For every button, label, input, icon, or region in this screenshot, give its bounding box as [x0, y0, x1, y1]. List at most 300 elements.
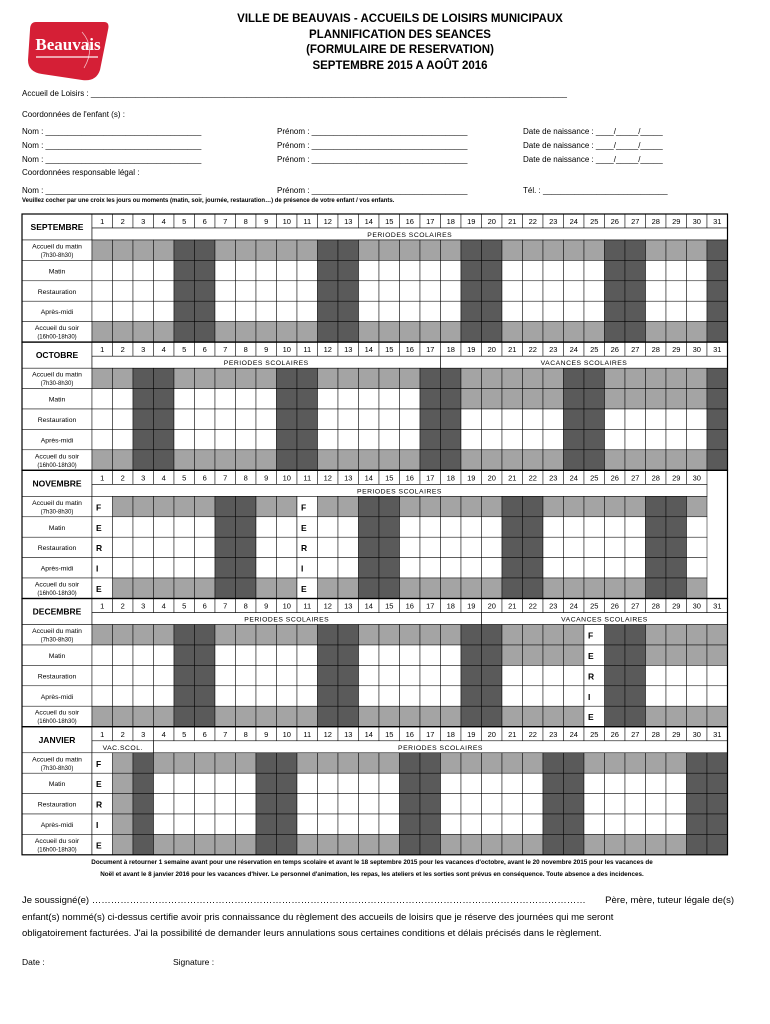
reservation-cell[interactable] — [646, 665, 667, 685]
reservation-cell[interactable] — [400, 773, 421, 793]
reservation-cell[interactable] — [646, 322, 667, 342]
reservation-cell[interactable] — [441, 301, 462, 321]
reservation-cell[interactable] — [543, 665, 564, 685]
reservation-cell[interactable] — [584, 429, 605, 449]
reservation-cell[interactable] — [687, 753, 708, 773]
reservation-cell[interactable] — [605, 240, 626, 260]
reservation-cell[interactable] — [318, 794, 339, 814]
reservation-cell[interactable] — [133, 814, 154, 834]
reservation-cell[interactable] — [461, 773, 482, 793]
reservation-cell[interactable] — [215, 496, 236, 516]
child-prenom-field-2[interactable]: Prénom : ___________________________________ — [277, 141, 468, 150]
reservation-cell[interactable] — [461, 794, 482, 814]
reservation-cell[interactable] — [605, 706, 626, 726]
reservation-cell[interactable] — [338, 537, 359, 557]
reservation-cell[interactable] — [174, 686, 195, 706]
reservation-cell[interactable] — [256, 625, 277, 645]
reservation-cell[interactable] — [543, 260, 564, 280]
reservation-cell[interactable] — [174, 625, 195, 645]
reservation-cell[interactable] — [215, 645, 236, 665]
reservation-cell[interactable] — [461, 429, 482, 449]
reservation-cell[interactable] — [338, 834, 359, 854]
reservation-cell[interactable] — [502, 281, 523, 301]
reservation-cell[interactable] — [543, 537, 564, 557]
reservation-cell[interactable] — [195, 706, 216, 726]
reservation-cell[interactable] — [92, 625, 113, 645]
reservation-cell[interactable] — [707, 625, 728, 645]
reservation-cell[interactable] — [154, 578, 175, 598]
reservation-cell[interactable] — [564, 665, 585, 685]
reservation-cell[interactable] — [379, 260, 400, 280]
reservation-cell[interactable] — [256, 496, 277, 516]
reservation-cell[interactable] — [133, 537, 154, 557]
reservation-cell[interactable] — [379, 558, 400, 578]
reservation-cell[interactable] — [154, 429, 175, 449]
reservation-cell[interactable] — [523, 429, 544, 449]
reservation-cell[interactable] — [420, 834, 441, 854]
reservation-cell[interactable] — [707, 368, 728, 388]
reservation-cell[interactable] — [297, 814, 318, 834]
reservation-cell[interactable] — [707, 794, 728, 814]
reservation-cell[interactable] — [687, 260, 708, 280]
reservation-cell[interactable] — [256, 773, 277, 793]
reservation-cell[interactable] — [523, 558, 544, 578]
reservation-cell[interactable] — [256, 260, 277, 280]
reservation-cell[interactable] — [502, 625, 523, 645]
reservation-cell[interactable] — [441, 773, 462, 793]
reservation-cell[interactable] — [666, 517, 687, 537]
resp-prenom-field[interactable]: Prénom : ___________________________________ — [277, 186, 468, 195]
reservation-cell[interactable] — [113, 322, 134, 342]
reservation-cell[interactable] — [277, 409, 298, 429]
reservation-cell[interactable] — [646, 389, 667, 409]
reservation-cell[interactable] — [133, 260, 154, 280]
reservation-cell[interactable] — [707, 409, 728, 429]
reservation-cell[interactable] — [154, 260, 175, 280]
reservation-cell[interactable] — [174, 814, 195, 834]
reservation-cell[interactable] — [564, 537, 585, 557]
reservation-cell[interactable] — [154, 322, 175, 342]
reservation-cell[interactable] — [543, 773, 564, 793]
reservation-cell[interactable] — [359, 625, 380, 645]
reservation-cell[interactable] — [174, 558, 195, 578]
reservation-cell[interactable] — [379, 753, 400, 773]
reservation-cell[interactable] — [92, 409, 113, 429]
reservation-cell[interactable] — [277, 389, 298, 409]
reservation-cell[interactable] — [666, 281, 687, 301]
reservation-cell[interactable] — [318, 814, 339, 834]
reservation-cell[interactable] — [92, 645, 113, 665]
reservation-cell[interactable] — [420, 558, 441, 578]
reservation-cell[interactable] — [707, 260, 728, 280]
reservation-cell[interactable] — [113, 537, 134, 557]
reservation-cell[interactable] — [400, 578, 421, 598]
reservation-cell[interactable] — [236, 753, 257, 773]
reservation-cell[interactable] — [379, 429, 400, 449]
reservation-cell[interactable] — [523, 322, 544, 342]
reservation-cell[interactable] — [461, 389, 482, 409]
reservation-cell[interactable] — [543, 496, 564, 516]
reservation-cell[interactable] — [195, 322, 216, 342]
reservation-cell[interactable] — [154, 645, 175, 665]
reservation-cell[interactable] — [277, 753, 298, 773]
reservation-cell[interactable] — [379, 578, 400, 598]
reservation-cell[interactable] — [543, 794, 564, 814]
reservation-cell[interactable] — [359, 773, 380, 793]
reservation-cell[interactable] — [400, 260, 421, 280]
reservation-cell[interactable] — [359, 645, 380, 665]
reservation-cell[interactable] — [584, 368, 605, 388]
reservation-cell[interactable] — [195, 794, 216, 814]
reservation-cell[interactable] — [174, 450, 195, 470]
reservation-cell[interactable] — [113, 496, 134, 516]
reservation-cell[interactable] — [338, 645, 359, 665]
reservation-cell[interactable] — [564, 389, 585, 409]
reservation-cell[interactable] — [318, 773, 339, 793]
reservation-cell[interactable] — [646, 409, 667, 429]
reservation-cell[interactable] — [441, 450, 462, 470]
reservation-cell[interactable] — [236, 773, 257, 793]
reservation-cell[interactable] — [338, 686, 359, 706]
reservation-cell[interactable] — [461, 665, 482, 685]
reservation-cell[interactable] — [523, 450, 544, 470]
reservation-cell[interactable] — [420, 409, 441, 429]
reservation-cell[interactable] — [564, 814, 585, 834]
reservation-cell[interactable] — [687, 578, 708, 598]
reservation-cell[interactable] — [113, 517, 134, 537]
reservation-cell[interactable] — [543, 814, 564, 834]
reservation-cell[interactable] — [113, 450, 134, 470]
reservation-cell[interactable] — [605, 517, 626, 537]
reservation-cell[interactable] — [482, 301, 503, 321]
reservation-cell[interactable] — [92, 686, 113, 706]
reservation-cell[interactable] — [482, 578, 503, 598]
child-nom-field-2[interactable]: Nom : ___________________________________ — [22, 141, 202, 150]
reservation-cell[interactable] — [687, 301, 708, 321]
reservation-cell[interactable] — [707, 706, 728, 726]
reservation-cell[interactable] — [523, 389, 544, 409]
reservation-cell[interactable] — [154, 368, 175, 388]
reservation-cell[interactable] — [400, 322, 421, 342]
reservation-cell[interactable] — [420, 578, 441, 598]
reservation-cell[interactable] — [666, 686, 687, 706]
reservation-cell[interactable] — [400, 625, 421, 645]
reservation-cell[interactable] — [92, 706, 113, 726]
reservation-cell[interactable] — [605, 578, 626, 598]
reservation-cell[interactable] — [236, 301, 257, 321]
reservation-cell[interactable] — [154, 389, 175, 409]
reservation-cell[interactable] — [707, 645, 728, 665]
reservation-cell[interactable] — [420, 645, 441, 665]
reservation-cell[interactable] — [523, 625, 544, 645]
reservation-cell[interactable] — [564, 281, 585, 301]
reservation-cell[interactable] — [502, 814, 523, 834]
reservation-cell[interactable] — [646, 301, 667, 321]
reservation-cell[interactable] — [482, 496, 503, 516]
reservation-cell[interactable] — [338, 496, 359, 516]
reservation-cell[interactable] — [154, 773, 175, 793]
reservation-cell[interactable] — [277, 625, 298, 645]
reservation-cell[interactable] — [338, 409, 359, 429]
reservation-cell[interactable] — [441, 517, 462, 537]
reservation-cell[interactable] — [154, 753, 175, 773]
reservation-cell[interactable] — [379, 240, 400, 260]
reservation-cell[interactable] — [482, 537, 503, 557]
reservation-cell[interactable] — [400, 450, 421, 470]
reservation-cell[interactable] — [646, 496, 667, 516]
reservation-cell[interactable] — [461, 814, 482, 834]
reservation-cell[interactable] — [687, 389, 708, 409]
reservation-cell[interactable] — [133, 558, 154, 578]
reservation-cell[interactable] — [523, 537, 544, 557]
reservation-cell[interactable] — [646, 794, 667, 814]
reservation-cell[interactable] — [666, 429, 687, 449]
reservation-cell[interactable] — [154, 409, 175, 429]
reservation-cell[interactable] — [318, 368, 339, 388]
reservation-cell[interactable] — [666, 322, 687, 342]
reservation-cell[interactable] — [133, 517, 154, 537]
reservation-cell[interactable] — [482, 389, 503, 409]
reservation-cell[interactable] — [195, 281, 216, 301]
reservation-cell[interactable] — [646, 753, 667, 773]
reservation-cell[interactable] — [461, 322, 482, 342]
reservation-cell[interactable] — [584, 517, 605, 537]
reservation-cell[interactable] — [420, 773, 441, 793]
reservation-cell[interactable] — [625, 409, 646, 429]
reservation-cell[interactable] — [441, 665, 462, 685]
reservation-cell[interactable] — [461, 368, 482, 388]
reservation-cell[interactable] — [605, 281, 626, 301]
child-nom-field-3[interactable]: Nom : ___________________________________ — [22, 155, 202, 164]
reservation-cell[interactable] — [359, 814, 380, 834]
reservation-cell[interactable] — [605, 794, 626, 814]
reservation-cell[interactable] — [441, 368, 462, 388]
reservation-cell[interactable] — [687, 537, 708, 557]
reservation-cell[interactable] — [154, 625, 175, 645]
reservation-cell[interactable] — [277, 429, 298, 449]
reservation-cell[interactable] — [400, 686, 421, 706]
reservation-cell[interactable] — [543, 517, 564, 537]
reservation-cell[interactable] — [256, 322, 277, 342]
reservation-cell[interactable] — [318, 645, 339, 665]
reservation-cell[interactable] — [215, 429, 236, 449]
reservation-cell[interactable] — [707, 450, 728, 470]
reservation-cell[interactable] — [256, 389, 277, 409]
reservation-cell[interactable] — [400, 409, 421, 429]
reservation-cell[interactable] — [195, 260, 216, 280]
reservation-cell[interactable] — [523, 409, 544, 429]
reservation-cell[interactable] — [625, 260, 646, 280]
reservation-cell[interactable] — [625, 645, 646, 665]
reservation-cell[interactable] — [625, 625, 646, 645]
reservation-cell[interactable] — [195, 665, 216, 685]
reservation-cell[interactable] — [256, 645, 277, 665]
reservation-cell[interactable] — [174, 578, 195, 598]
reservation-cell[interactable] — [543, 389, 564, 409]
reservation-cell[interactable] — [523, 686, 544, 706]
reservation-cell[interactable] — [666, 389, 687, 409]
reservation-cell[interactable] — [359, 368, 380, 388]
reservation-cell[interactable] — [338, 260, 359, 280]
reservation-cell[interactable] — [215, 625, 236, 645]
reservation-cell[interactable] — [133, 429, 154, 449]
reservation-cell[interactable] — [133, 450, 154, 470]
reservation-cell[interactable] — [502, 706, 523, 726]
reservation-cell[interactable] — [215, 686, 236, 706]
reservation-cell[interactable] — [502, 558, 523, 578]
reservation-cell[interactable] — [666, 625, 687, 645]
reservation-cell[interactable] — [379, 409, 400, 429]
reservation-cell[interactable] — [113, 686, 134, 706]
reservation-cell[interactable] — [400, 645, 421, 665]
reservation-cell[interactable] — [646, 558, 667, 578]
reservation-cell[interactable] — [502, 301, 523, 321]
reservation-cell[interactable] — [297, 322, 318, 342]
reservation-cell[interactable] — [113, 814, 134, 834]
reservation-cell[interactable] — [379, 625, 400, 645]
reservation-cell[interactable] — [605, 496, 626, 516]
reservation-cell[interactable] — [195, 429, 216, 449]
reservation-cell[interactable] — [482, 773, 503, 793]
reservation-cell[interactable] — [482, 281, 503, 301]
reservation-cell[interactable] — [154, 450, 175, 470]
reservation-cell[interactable] — [687, 794, 708, 814]
reservation-cell[interactable] — [687, 645, 708, 665]
reservation-cell[interactable] — [502, 834, 523, 854]
reservation-cell[interactable] — [707, 665, 728, 685]
reservation-cell[interactable] — [482, 322, 503, 342]
reservation-cell[interactable] — [482, 240, 503, 260]
reservation-cell[interactable] — [215, 794, 236, 814]
reservation-cell[interactable] — [256, 753, 277, 773]
reservation-cell[interactable] — [687, 409, 708, 429]
reservation-cell[interactable] — [502, 537, 523, 557]
reservation-cell[interactable] — [482, 665, 503, 685]
reservation-cell[interactable] — [379, 645, 400, 665]
reservation-cell[interactable] — [256, 429, 277, 449]
reservation-cell[interactable] — [707, 281, 728, 301]
reservation-cell[interactable] — [441, 794, 462, 814]
reservation-cell[interactable] — [92, 665, 113, 685]
reservation-cell[interactable] — [379, 814, 400, 834]
reservation-cell[interactable] — [564, 773, 585, 793]
reservation-cell[interactable] — [625, 834, 646, 854]
reservation-cell[interactable] — [441, 260, 462, 280]
reservation-cell[interactable] — [113, 429, 134, 449]
reservation-cell[interactable] — [318, 517, 339, 537]
reservation-cell[interactable] — [113, 753, 134, 773]
reservation-cell[interactable] — [482, 368, 503, 388]
reservation-cell[interactable] — [646, 537, 667, 557]
reservation-cell[interactable] — [502, 368, 523, 388]
reservation-cell[interactable] — [482, 645, 503, 665]
reservation-cell[interactable] — [215, 389, 236, 409]
reservation-cell[interactable] — [502, 794, 523, 814]
reservation-cell[interactable] — [420, 753, 441, 773]
reservation-cell[interactable] — [277, 301, 298, 321]
reservation-cell[interactable] — [605, 301, 626, 321]
reservation-cell[interactable] — [154, 665, 175, 685]
reservation-cell[interactable] — [215, 773, 236, 793]
reservation-cell[interactable] — [625, 496, 646, 516]
reservation-cell[interactable] — [195, 834, 216, 854]
reservation-cell[interactable] — [625, 665, 646, 685]
reservation-cell[interactable] — [666, 706, 687, 726]
reservation-cell[interactable] — [215, 322, 236, 342]
reservation-cell[interactable] — [687, 281, 708, 301]
reservation-cell[interactable] — [318, 753, 339, 773]
reservation-cell[interactable] — [523, 753, 544, 773]
reservation-cell[interactable] — [666, 260, 687, 280]
reservation-cell[interactable] — [523, 240, 544, 260]
birthdate-field-2[interactable]: Date de naissance : ____/_____/_____ — [523, 141, 663, 150]
reservation-cell[interactable] — [502, 645, 523, 665]
reservation-cell[interactable] — [523, 665, 544, 685]
reservation-cell[interactable] — [441, 706, 462, 726]
reservation-cell[interactable] — [379, 281, 400, 301]
reservation-cell[interactable] — [543, 450, 564, 470]
reservation-cell[interactable] — [666, 794, 687, 814]
reservation-cell[interactable] — [318, 496, 339, 516]
reservation-cell[interactable] — [666, 537, 687, 557]
reservation-cell[interactable] — [687, 429, 708, 449]
reservation-cell[interactable] — [215, 281, 236, 301]
reservation-cell[interactable] — [502, 753, 523, 773]
reservation-cell[interactable] — [92, 450, 113, 470]
reservation-cell[interactable] — [625, 578, 646, 598]
reservation-cell[interactable] — [400, 834, 421, 854]
reservation-cell[interactable] — [133, 240, 154, 260]
reservation-cell[interactable] — [400, 794, 421, 814]
reservation-cell[interactable] — [338, 322, 359, 342]
reservation-cell[interactable] — [195, 240, 216, 260]
reservation-cell[interactable] — [441, 240, 462, 260]
reservation-cell[interactable] — [687, 240, 708, 260]
reservation-cell[interactable] — [195, 773, 216, 793]
reservation-cell[interactable] — [461, 625, 482, 645]
reservation-cell[interactable] — [338, 753, 359, 773]
reservation-cell[interactable] — [359, 753, 380, 773]
reservation-cell[interactable] — [666, 645, 687, 665]
reservation-cell[interactable] — [441, 578, 462, 598]
reservation-cell[interactable] — [584, 773, 605, 793]
reservation-cell[interactable] — [277, 240, 298, 260]
reservation-cell[interactable] — [92, 301, 113, 321]
child-prenom-field-3[interactable]: Prénom : ___________________________________ — [277, 155, 468, 164]
reservation-cell[interactable] — [502, 450, 523, 470]
reservation-cell[interactable] — [482, 753, 503, 773]
reservation-cell[interactable] — [318, 429, 339, 449]
reservation-cell[interactable] — [318, 389, 339, 409]
reservation-cell[interactable] — [523, 645, 544, 665]
reservation-cell[interactable] — [236, 665, 257, 685]
reservation-cell[interactable] — [92, 281, 113, 301]
reservation-cell[interactable] — [236, 450, 257, 470]
reservation-cell[interactable] — [359, 301, 380, 321]
reservation-cell[interactable] — [379, 322, 400, 342]
reservation-cell[interactable] — [195, 625, 216, 645]
reservation-cell[interactable] — [543, 301, 564, 321]
reservation-cell[interactable] — [400, 665, 421, 685]
reservation-cell[interactable] — [400, 517, 421, 537]
reservation-cell[interactable] — [707, 301, 728, 321]
reservation-cell[interactable] — [441, 625, 462, 645]
reservation-cell[interactable] — [564, 496, 585, 516]
reservation-cell[interactable] — [379, 368, 400, 388]
reservation-cell[interactable] — [277, 814, 298, 834]
reservation-cell[interactable] — [174, 301, 195, 321]
reservation-cell[interactable] — [400, 240, 421, 260]
